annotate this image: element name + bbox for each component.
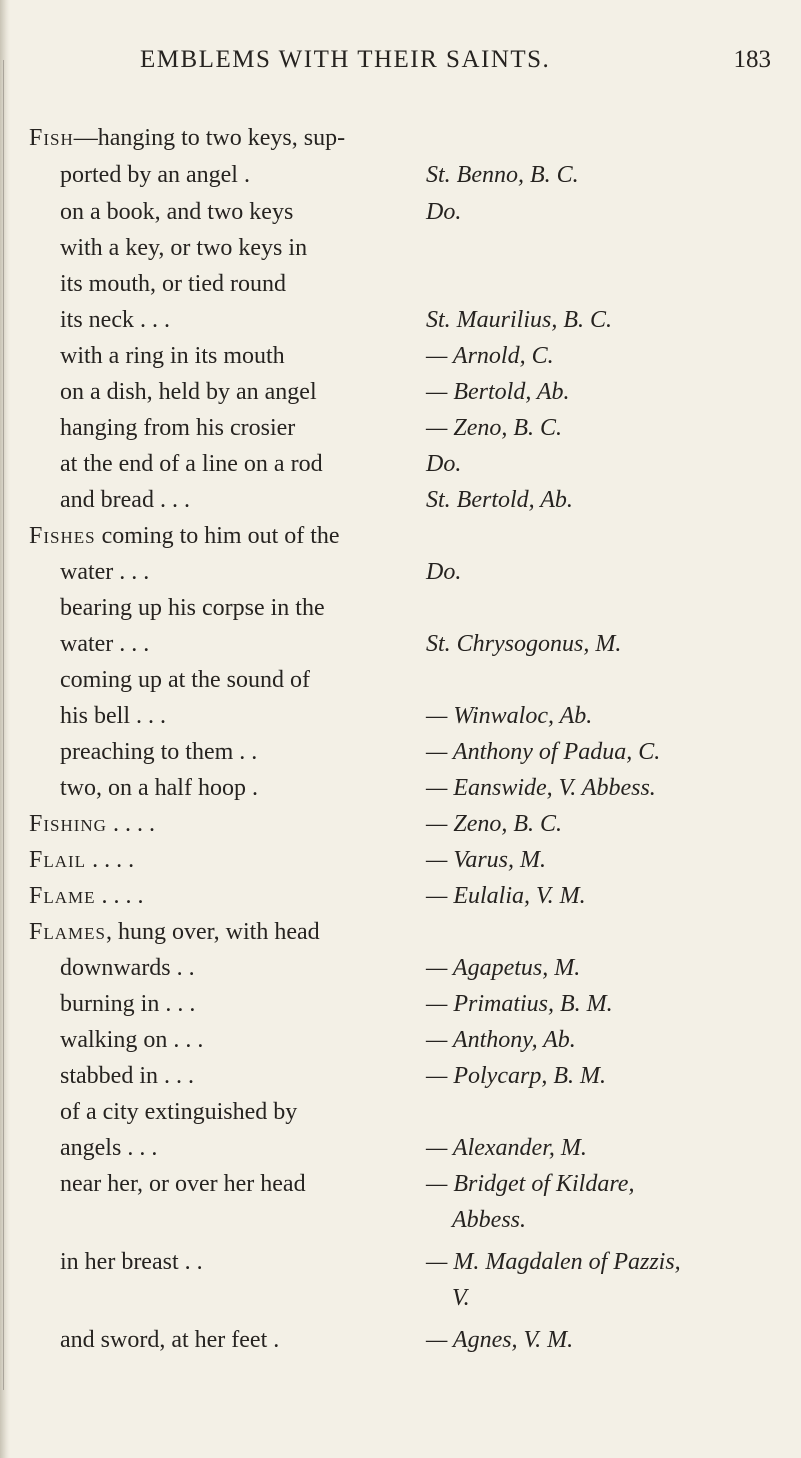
list-item bbox=[0, 411, 801, 445]
list-item bbox=[0, 951, 801, 985]
saint-name: — Primatius, B. M. bbox=[426, 991, 613, 1017]
list-item bbox=[0, 1023, 801, 1057]
saint-name: Do. bbox=[426, 451, 462, 477]
entry-heading: Flame bbox=[29, 883, 96, 909]
list-item bbox=[0, 879, 801, 913]
saint-name: — Alexander, M. bbox=[426, 1135, 587, 1161]
saint-name: — Agnes, V. M. bbox=[426, 1327, 574, 1353]
saint-name: — Eanswide, V. Abbess. bbox=[426, 775, 656, 801]
entry-text: with a ring in its mouth bbox=[60, 343, 285, 369]
list-item bbox=[0, 303, 801, 337]
entry-heading: Fishing bbox=[29, 811, 107, 837]
list-item bbox=[0, 1245, 801, 1279]
list-item bbox=[0, 663, 801, 697]
entry-text: stabbed in . . . bbox=[60, 1063, 194, 1089]
entry-text: water . . . bbox=[60, 631, 150, 657]
entry-text: in her breast . . bbox=[60, 1249, 203, 1275]
entry-text: —hanging to two keys, sup- bbox=[73, 125, 346, 151]
entry-text: and bread . . . bbox=[60, 487, 190, 513]
entry-text: coming up at the sound of bbox=[60, 667, 310, 693]
entry-text: downwards . . bbox=[60, 955, 195, 981]
entry-text: two, on a half hoop . bbox=[60, 775, 258, 801]
saint-name: — Anthony, Ab. bbox=[426, 1027, 576, 1053]
saint-name: — Zeno, B. C. bbox=[426, 811, 563, 837]
entry-text: and sword, at her feet . bbox=[60, 1327, 280, 1353]
entry-text: burning in . . . bbox=[60, 991, 196, 1017]
saint-name-continued: Abbess. bbox=[452, 1207, 526, 1233]
entry-text: his bell . . . bbox=[60, 703, 166, 729]
entry-text: preaching to them . . bbox=[60, 739, 258, 765]
list-item bbox=[0, 158, 801, 192]
entry-text: near her, or over her head bbox=[60, 1171, 306, 1197]
list-item bbox=[0, 1059, 801, 1093]
saint-name: St. Benno, B. C. bbox=[426, 162, 579, 188]
list-item bbox=[0, 375, 801, 409]
entry-text: with a key, or two keys in bbox=[60, 235, 308, 261]
entry-text: coming to him out of the bbox=[95, 523, 340, 549]
saint-name: Do. bbox=[426, 199, 462, 225]
list-item bbox=[0, 1203, 801, 1237]
page-number: 183 bbox=[733, 46, 771, 73]
list-item bbox=[0, 195, 801, 229]
saint-name: — Arnold, C. bbox=[426, 343, 554, 369]
entry-text: on a dish, held by an angel bbox=[60, 379, 317, 405]
saint-name: — Polycarp, B. M. bbox=[426, 1063, 606, 1089]
list-item bbox=[0, 591, 801, 625]
entry-text: its mouth, or tied round bbox=[60, 271, 286, 297]
entry-heading: Fishes bbox=[29, 523, 96, 549]
entry-text: . . . . bbox=[95, 883, 144, 909]
list-item bbox=[0, 699, 801, 733]
list-item bbox=[0, 987, 801, 1021]
saint-name: — Eulalia, V. M. bbox=[426, 883, 586, 909]
list-item bbox=[0, 339, 801, 373]
saint-name: — M. Magdalen of Pazzis, bbox=[426, 1249, 681, 1275]
entry-text: its neck . . . bbox=[60, 307, 170, 333]
entry-text: bearing up his corpse in the bbox=[60, 595, 325, 621]
entry-text: on a book, and two keys bbox=[60, 199, 294, 225]
saint-name: — Agapetus, M. bbox=[426, 955, 581, 981]
list-item bbox=[0, 915, 801, 949]
list-item bbox=[0, 1281, 801, 1315]
saint-name: St. Maurilius, B. C. bbox=[426, 307, 613, 333]
list-item bbox=[0, 447, 801, 481]
saint-name: — Bridget of Kildare, bbox=[426, 1171, 635, 1197]
list-item bbox=[0, 231, 801, 265]
list-item bbox=[0, 1131, 801, 1165]
saint-name: — Varus, M. bbox=[426, 847, 547, 873]
entry-text: ported by an angel . bbox=[60, 162, 250, 188]
saint-name: — Anthony of Padua, C. bbox=[426, 739, 661, 765]
saint-name-continued: V. bbox=[452, 1285, 470, 1311]
saint-name: St. Chrysogonus, M. bbox=[426, 631, 622, 657]
entry-text: , hung over, with head bbox=[105, 919, 320, 945]
list-item bbox=[0, 267, 801, 301]
list-item bbox=[0, 1095, 801, 1129]
entry-heading: Flail bbox=[29, 847, 87, 873]
running-head: EMBLEMS WITH THEIR SAINTS. bbox=[140, 46, 551, 73]
entry-text: hanging from his crosier bbox=[60, 415, 296, 441]
list-item bbox=[0, 807, 801, 841]
entry-heading: Flames bbox=[29, 919, 106, 945]
saint-name: — Winwaloc, Ab. bbox=[426, 703, 593, 729]
entry-text: angels . . . bbox=[60, 1135, 158, 1161]
list-item bbox=[0, 1167, 801, 1201]
entry-text: walking on . . . bbox=[60, 1027, 204, 1053]
list-item bbox=[0, 771, 801, 805]
entry-text: of a city extinguished by bbox=[60, 1099, 298, 1125]
entry-text: . . . . bbox=[106, 811, 155, 837]
list-item bbox=[0, 121, 801, 155]
list-item bbox=[0, 555, 801, 589]
list-item bbox=[0, 627, 801, 661]
list-item bbox=[0, 519, 801, 553]
entry-text: at the end of a line on a rod bbox=[60, 451, 323, 477]
entry-text: water . . . bbox=[60, 559, 150, 585]
saint-name: — Bertold, Ab. bbox=[426, 379, 570, 405]
entry-text: . . . . bbox=[86, 847, 135, 873]
entry-heading: Fish bbox=[29, 125, 74, 151]
saint-name: St. Bertold, Ab. bbox=[426, 487, 573, 513]
list-item bbox=[0, 1323, 801, 1357]
list-item bbox=[0, 483, 801, 517]
list-item bbox=[0, 843, 801, 877]
saint-name: Do. bbox=[426, 559, 462, 585]
saint-name: — Zeno, B. C. bbox=[426, 415, 563, 441]
list-item bbox=[0, 735, 801, 769]
